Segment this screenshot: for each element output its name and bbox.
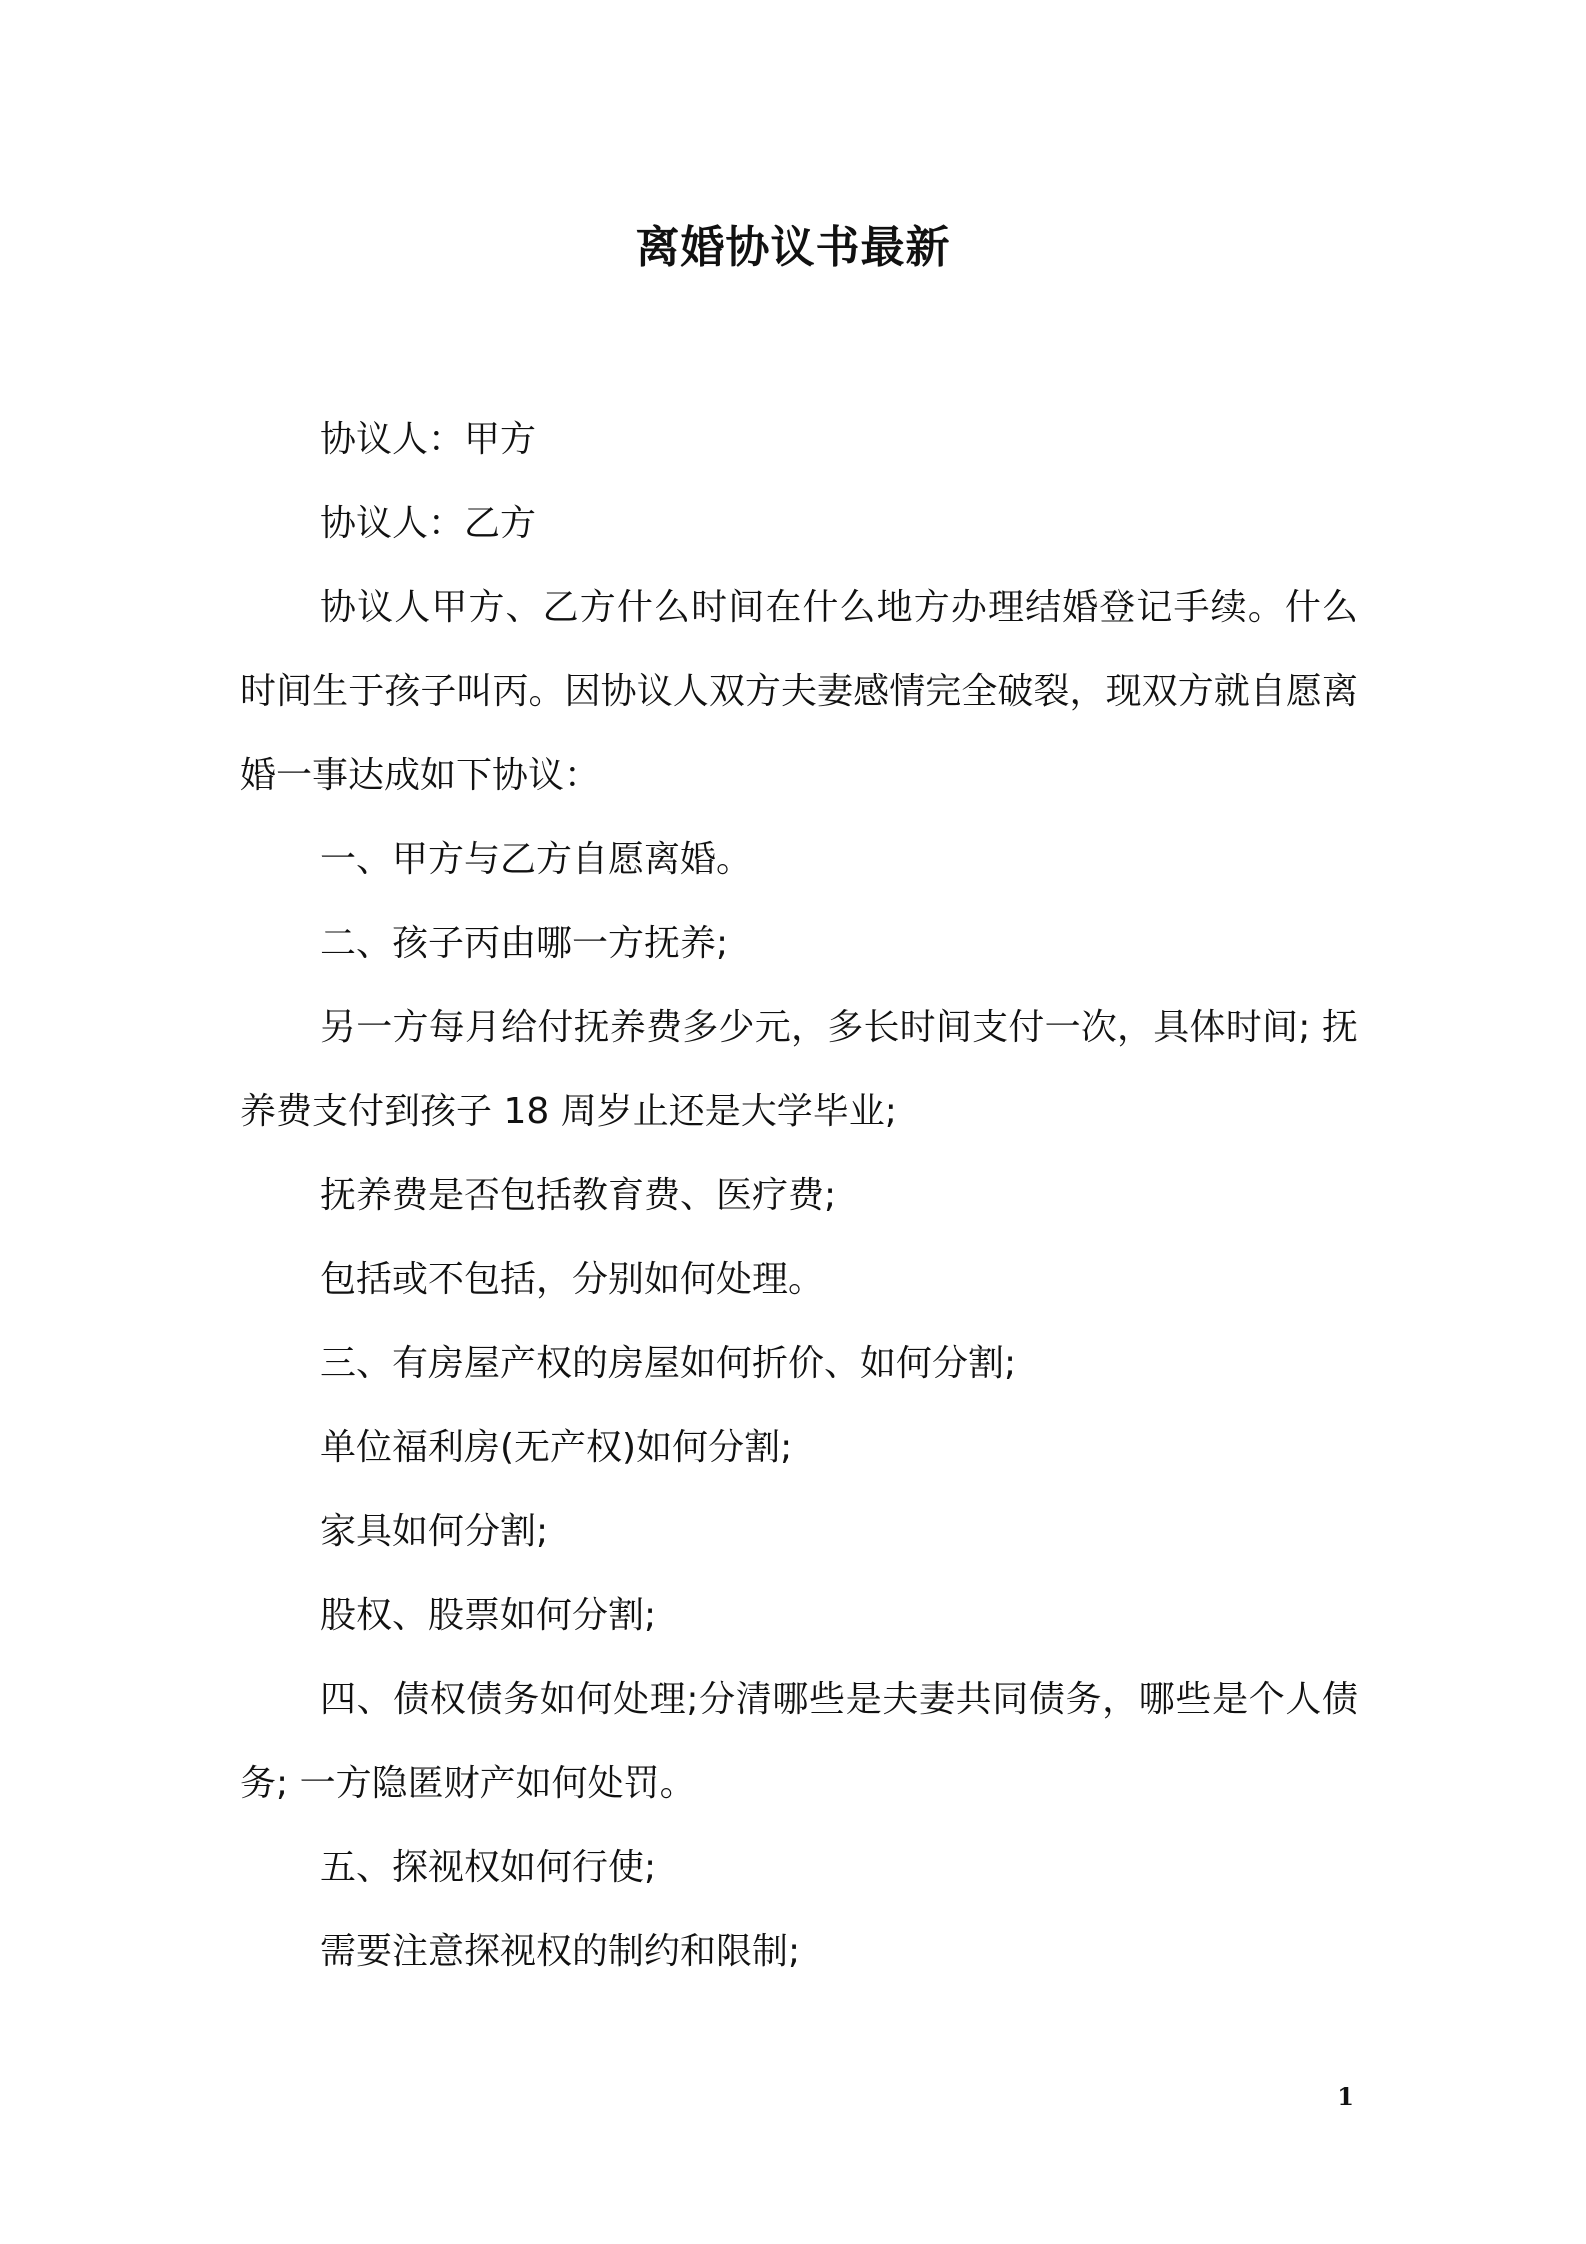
paragraph-visitation-limits: 需要注意探视权的制约和限制;: [320, 1931, 801, 1972]
paragraph-furniture: 家具如何分割;: [320, 1511, 549, 1552]
paragraph-clause-2: 二、孩子丙由哪一方抚养;: [320, 923, 729, 964]
paragraph-welfare-housing: 单位福利房(无产权)如何分割;: [320, 1427, 793, 1468]
paragraph-clause-5: 五、探视权如何行使;: [320, 1847, 657, 1888]
paragraph-support-scope: 抚养费是否包括教育费、医疗费;: [320, 1175, 837, 1216]
paragraph-party-a: 协议人：甲方: [320, 419, 537, 460]
document-title: 离婚协议书最新: [635, 222, 951, 273]
paragraph-child-support: 另一方每月给付抚养费多少元，多长时间支付一次，具体时间; 抚养费支付到孩子 18 周岁止还是大学毕业;: [240, 1007, 1358, 1132]
paragraph-clause-3: 三、有房屋产权的房屋如何折价、如何分割;: [320, 1343, 1017, 1384]
paragraph-party-b: 协议人：乙方: [320, 503, 537, 544]
paragraph-clause-4: 四、债权债务如何处理;分清哪些是夫妻共同债务，哪些是个人债务; 一方隐匿财产如何处罚。: [240, 1679, 1358, 1804]
document-body: [240, 398, 1358, 1994]
paragraph-shares: 股权、股票如何分割;: [320, 1595, 657, 1636]
paragraph-clause-1: 一、甲方与乙方自愿离婚。: [320, 839, 753, 880]
page-number: 1: [1337, 2082, 1354, 2111]
paragraph-support-handling: 包括或不包括，分别如何处理。: [320, 1259, 825, 1300]
paragraph-preamble: 协议人甲方、乙方什么时间在什么地方办理结婚登记手续。什么时间生于孩子叫丙。因协议人双方夫妻感情完全破裂，现双方就自愿离婚一事达成如下协议：: [240, 587, 1358, 796]
